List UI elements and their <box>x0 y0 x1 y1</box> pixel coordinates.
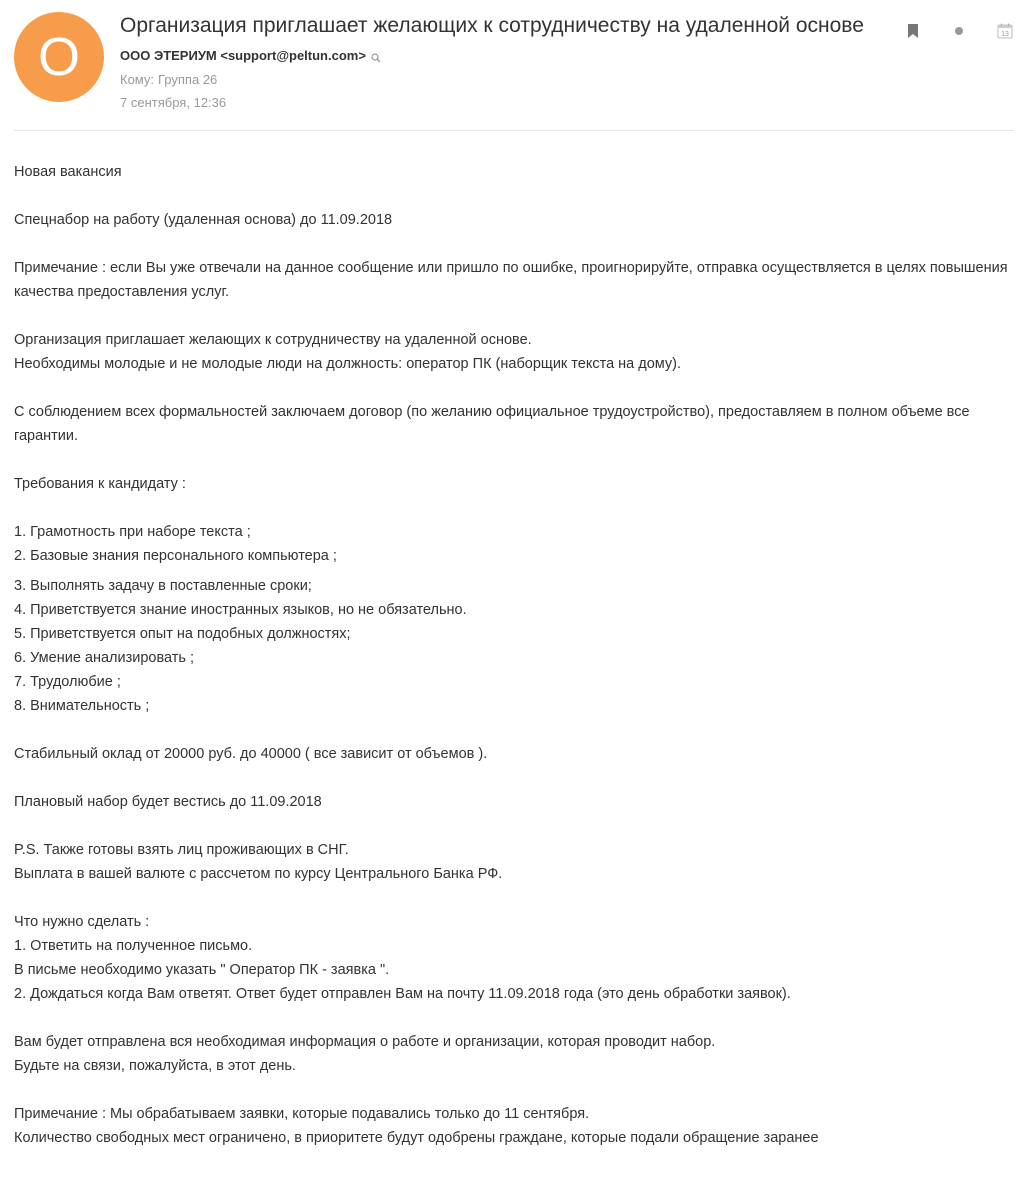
paragraph-note: Примечание : если Вы уже отвечали на данное сообщение или пришло по ошибке, проигнорируйте, отправка осуществляется в целях повышения качества предоставления услуг. <box>14 260 1008 300</box>
invitation-line-1: Организация приглашает желающих к сотрудничеству на удаленной основе. <box>14 332 532 348</box>
ps-line-2: Выплата в вашей валюте с рассчетом по курсу Центрального Банка РФ. <box>14 866 503 882</box>
paragraph-special-recruitment: Спецнабор на работу (удаленная основа) до 11.09.2018 <box>14 212 393 228</box>
ps-line-1: P.S. Также готовы взять лиц проживающих в СНГ. <box>14 842 349 858</box>
list-item: 6. Умение анализировать ; <box>14 650 195 666</box>
paragraph-salary: Стабильный оклад от 20000 руб. до 40000 ( все зависит от объемов ). <box>14 746 488 762</box>
todo-title: Что нужно сделать : <box>14 914 150 930</box>
recipient-line <box>120 72 217 87</box>
recipient-label: Кому: <box>120 72 154 87</box>
paragraph-final-note <box>14 1102 1014 1150</box>
sender-avatar: O <box>14 12 104 102</box>
dot-icon[interactable] <box>950 22 968 40</box>
paragraph-info <box>14 1030 1014 1078</box>
calendar-icon[interactable] <box>996 22 1014 40</box>
invitation-line-2: Необходимы молодые и не молодые люди на должность: оператор ПК (наборщик текста на дому). <box>14 356 682 372</box>
list-item: 3. Выполнять задачу в поставленные сроки; <box>14 578 312 594</box>
list-item: 1. Грамотность при наборе текста ; <box>14 524 251 540</box>
list-item: 7. Трудолюбие ; <box>14 674 121 690</box>
todo-step-1-detail: В письме необходимо указать " Оператор ПК - заявка ". <box>14 962 390 978</box>
requirements-list <box>14 520 1014 718</box>
todo-step-2: 2. Дождаться когда Вам ответят. Ответ будет отправлен Вам на почту 11.09.2018 года (это день обработки заявок). <box>14 986 791 1002</box>
header-divider <box>14 130 1014 131</box>
paragraph-vacancy: Новая вакансия <box>14 164 122 180</box>
search-icon[interactable] <box>371 51 381 61</box>
bookmark-icon[interactable] <box>904 22 922 40</box>
final-note-line-2: Количество свободных мест ограничено, в приоритете будут одобрены граждане, которые подали обращение заранее <box>14 1130 819 1146</box>
paragraph-ps <box>14 838 1014 886</box>
requirements-title: Требования к кандидату : <box>14 476 186 492</box>
email-header <box>0 0 1026 131</box>
list-item: 8. Внимательность ; <box>14 698 150 714</box>
email-date: 7 сентября, 12:36 <box>120 95 227 110</box>
list-item: 2. Базовые знания персонального компьютера ; <box>14 548 337 564</box>
sender-line[interactable] <box>120 48 381 63</box>
paragraph-invitation <box>14 328 1014 376</box>
info-line-2: Будьте на связи, пожалуйста, в этот день. <box>14 1058 296 1074</box>
email-toolbar <box>904 22 1014 40</box>
info-line-1: Вам будет отправлена вся необходимая информация о работе и организации, которая проводит набор. <box>14 1034 716 1050</box>
list-item: 4. Приветствуется знание иностранных языков, но не обязательно. <box>14 602 467 618</box>
recipient-value[interactable]: Группа 26 <box>158 72 218 87</box>
calendar-day: 13 <box>1001 31 1009 39</box>
todo-step-1: 1. Ответить на полученное письмо. <box>14 938 253 954</box>
paragraph-todo <box>14 910 1014 1006</box>
email-subject: Организация приглашает желающих к сотрудничеству на удаленной основе <box>120 14 864 37</box>
final-note-line-1: Примечание : Мы обрабатываем заявки, которые подавались только до 11 сентября. <box>14 1106 590 1122</box>
paragraph-contract: С соблюдением всех формальностей заключаем договор (по желанию официальное трудоустройство), предоставляем в полном объеме все гарантии. <box>14 404 970 444</box>
email-body <box>14 160 1014 1174</box>
list-item: 5. Приветствуется опыт на подобных должностях; <box>14 626 351 642</box>
sender-name[interactable]: ООО ЭТЕРИУМ <support@peltun.com> <box>120 48 366 63</box>
paragraph-plan: Плановый набор будет вестись до 11.09.2018 <box>14 794 322 810</box>
